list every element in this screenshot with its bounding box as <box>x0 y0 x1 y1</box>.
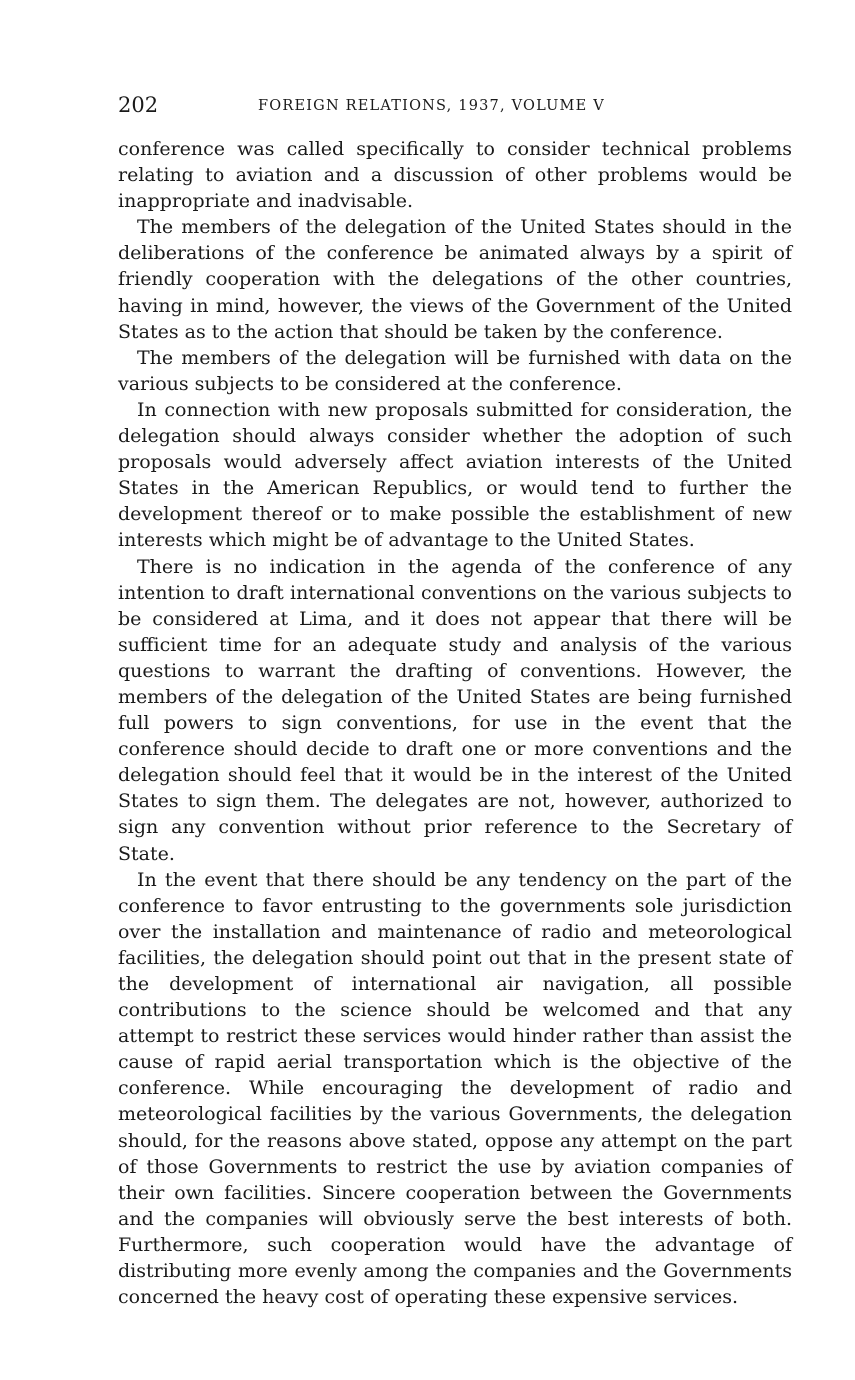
page-number: 202 <box>118 93 159 117</box>
body-text <box>118 136 792 1310</box>
running-title: FOREIGN RELATIONS, 1937, VOLUME V <box>258 98 605 114</box>
paragraph-delegation-cooperation: The members of the delegation of the United States should in the deliberations of the conference be animated always by a spirit of friendly cooperation with the delegations of the other countries, having in mind, however, the views of the Government of the United States as to the action that should be taken by the conference. <box>118 216 792 343</box>
running-header <box>118 90 792 120</box>
paragraph-conventions: There is no indication in the agenda of the conference of any intention to draft international conventions on the various subjects to be considered at Lima, and it does not appear that there will be sufficient time for an adequate study and analysis of the various questions to warrant the drafting of conventions. However, the members of the delegation of the United States are being furnished full powers to sign conventions, for use in the event that the conference should decide to draft one or more conventions and the delegation should feel that it would be in the interest of the United States to sign them. The delegates are not, however, authorized to sign any convention without prior reference to the Secretary of State. <box>118 555 792 865</box>
paragraph-continued: conference was called specifically to consider technical problems relating to aviation and a discussion of other problems would be inappropriate and inadvisable. <box>118 138 792 213</box>
paragraph-new-proposals: In connection with new proposals submitted for consideration, the delegation should always consider whether the adoption of such proposals would adversely affect aviation interests of the United States in the American Republics, or would tend to further the development thereof or to make possible the establishment of new interests which might be of advantage to the United States. <box>118 398 792 552</box>
paragraph-radio-meteorological: In the event that there should be any tendency on the part of the conference to favor entrusting to the governments sole jurisdiction over the installation and maintenance of radio and meteorological facilities, the delegation should point out that in the present state of the development of international air navigation, all possible contributions to the science should be welcomed and that any attempt to restrict these services would hinder rather than assist the cause of rapid aerial transportation which is the objective of the conference. While encouraging the development of radio and meteorological facilities by the various Governments, the delegation should, for the reasons above stated, oppose any attempt on the part of those Governments to restrict the use by aviation companies of their own facilities. Sincere cooperation between the Governments and the companies will obviously serve the best interests of both. Furthermore, such cooperation would have the advantage of distributing more evenly among the companies and the Governments concerned the heavy cost of operating these expensive services. <box>118 868 792 1309</box>
paragraph-data-furnished: The members of the delegation will be furnished with data on the various subjects to be considered at the conference. <box>118 346 792 395</box>
